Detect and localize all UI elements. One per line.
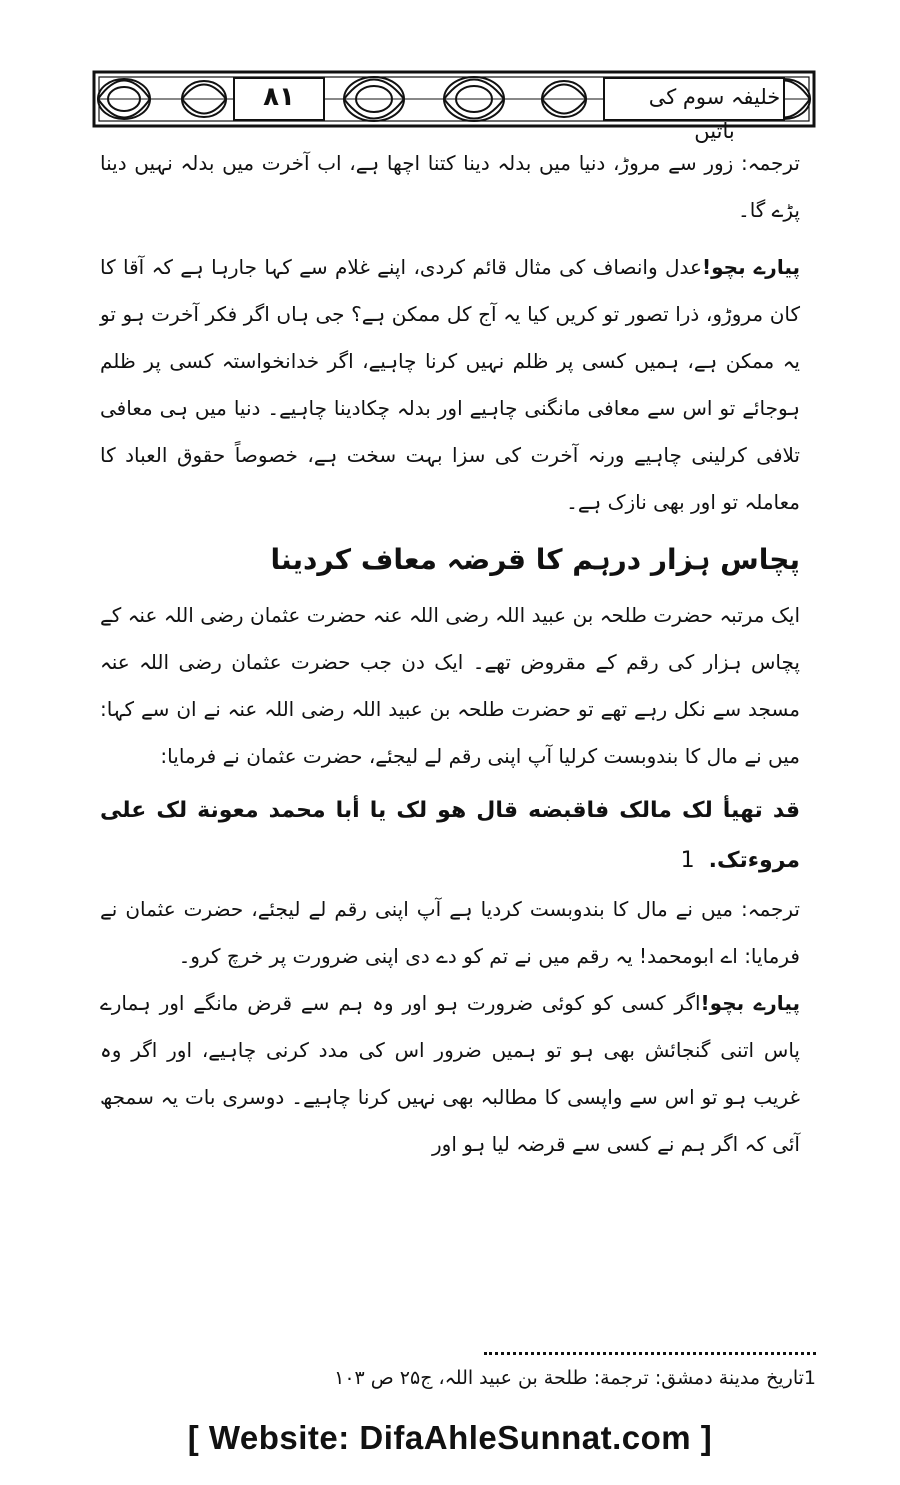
paragraph-text: عدل وانصاف کی مثال قائم کردی، اپنے غلام سے کہا جارہا ہے کہ آقا کا کان مروڑو، ذرا تصور تو کریں کیا یہ آج کل ممکن ہے؟ جی ہاں اگر فکر آخرت ہو تو یہ ممکن ہے، ہمیں کسی پر ظلم نہیں کرنا چاہیے، اگر خدانخواستہ کسی پر ظلم ہوجائے تو اس سے معافی مانگنی چاہیے اور بدلہ چکادینا چاہیے۔ دنیا میں ہی معافی تلافی کرلینی چاہیے ورنہ آخرت کی سزا بہت سخت ہے، خصوصاً حقوق العباد کا معاملہ تو اور بھی نازک ہے۔	[100, 255, 800, 514]
website-banner: [ Website: DifaAhleSunnat.com ]	[187, 1419, 713, 1456]
page-body	[100, 140, 800, 1168]
advice-paragraph-1	[100, 244, 800, 526]
arabic-quote	[100, 786, 800, 886]
translation-paragraph-2: ترجمہ: میں نے مال کا بندوبست کردیا ہے آپ اپنی رقم لے لیجئے، حضرت عثمان نے فرمایا: اے ابومحمد! یہ رقم میں نے تم کو دے دی اپنی ضرورت پر خرچ کرو۔	[100, 897, 800, 968]
paragraph-lead: پیارے بچو!	[702, 255, 800, 279]
page-header	[84, 66, 824, 143]
paragraph-lead: پیارے بچو!	[700, 991, 800, 1015]
story-paragraph: ایک مرتبہ حضرت طلحہ بن عبید اللہ رضی اللہ عنہ حضرت عثمان رضی اللہ عنہ کے پچاس ہزار کی رقم کے مقروض تھے۔ ایک دن جب حضرت عثمان رضی اللہ عنہ مسجد سے نکل رہے تھے تو حضرت طلحہ بن عبید اللہ رضی اللہ عنہ نے ان سے کہا: میں نے مال کا بندوبست کرلیا آپ اپنی رقم لے لیجئے، حضرت عثمان نے فرمایا:	[100, 603, 800, 768]
advice-paragraph-2	[100, 980, 800, 1168]
translation-paragraph-1: ترجمہ: زور سے مروڑ، دنیا میں بدلہ دینا کتنا اچھا ہے، اب آخرت میں بدلہ نہیں دینا پڑے گا۔	[100, 151, 800, 222]
paragraph-text: اگر کسی کو کوئی ضرورت ہو اور وہ ہم سے قرض مانگے اور ہمارے پاس اتنی گنجائش بھی ہو تو ہمیں ضرور اس کی مدد کرنی چاہیے، اور اگر وہ غریب ہو تو اس سے واپسی کا مطالبہ بھی نہیں کرنا چاہیے۔ دوسری بات یہ سمجھ آئی کہ اگر ہم نے کسی سے قرضہ لیا ہو اور	[100, 991, 800, 1156]
footnote-reference: 1	[680, 848, 695, 873]
page-number: ۸۱	[263, 82, 295, 112]
footnote-divider	[484, 1352, 816, 1355]
running-title: خلیفہ سوم کی باتیں	[648, 85, 781, 143]
section-heading: پچاس ہزار درہم کا قرضہ معاف کردینا	[270, 543, 800, 576]
footnote: 1تاریخ مدینة دمشق: ترجمة: طلحة بن عبید اللہ، ج۲۵ ص ۱۰۳	[334, 1367, 816, 1389]
arabic-quote-text: قد تھیأ لک مالک فاقبضه قال ھو لک یا أبا محمد معونة لک علی مروءتک.	[100, 798, 800, 873]
